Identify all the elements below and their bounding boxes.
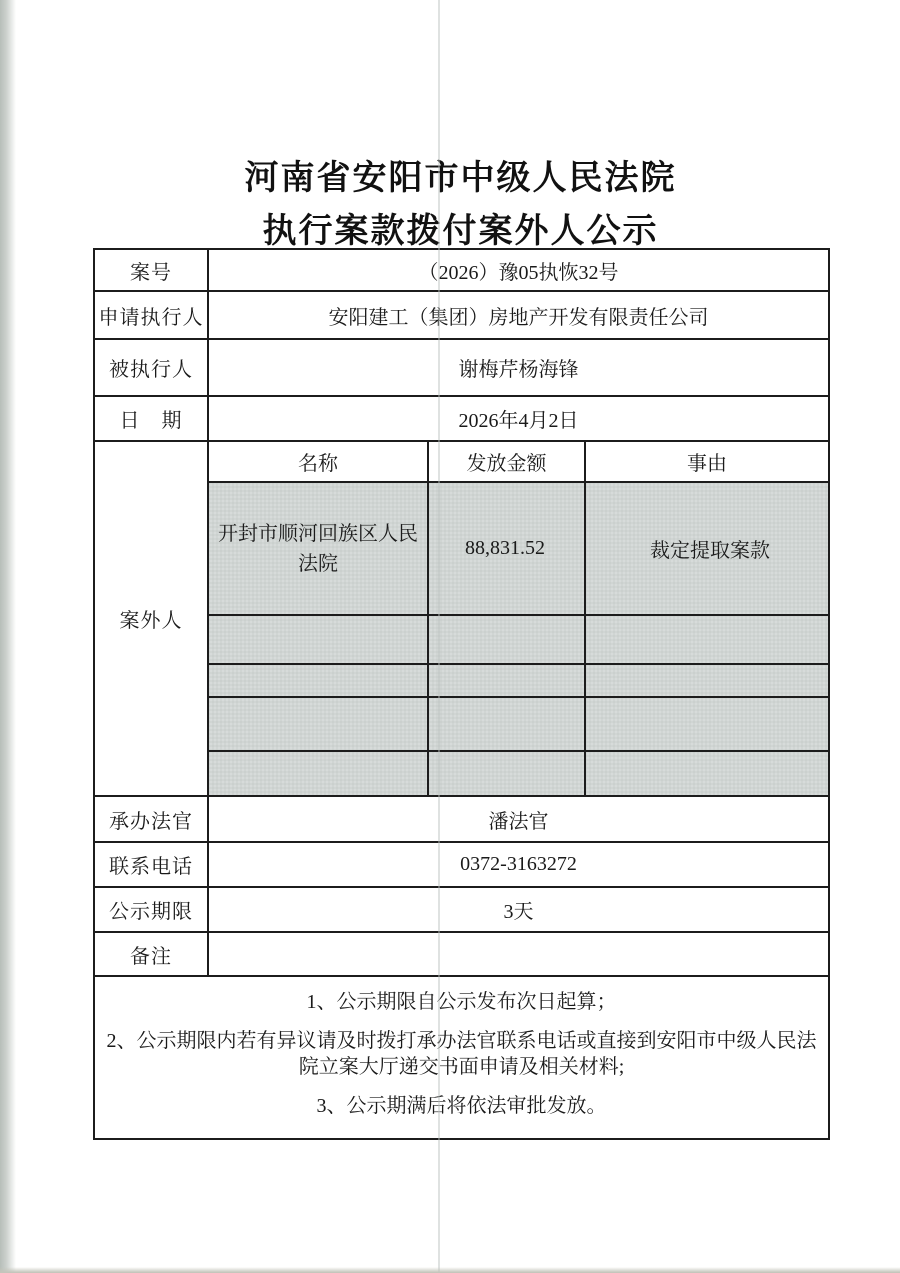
table-row-date — [94, 396, 829, 441]
outsider-section-label: 案外人 — [94, 441, 208, 796]
outsider-name-5 — [208, 751, 428, 796]
date-label: 日 期 — [94, 396, 208, 441]
outsider-name-4 — [208, 697, 428, 751]
phone-value: 0372-3163272 — [208, 842, 829, 887]
outsider-name-3 — [208, 664, 428, 697]
document-title-subject: 执行案款拨付案外人公示 — [262, 212, 659, 250]
note-2: 2、公示期限内若有异议请及时拨打承办法官联系电话或直接到安阳市中级人民法院立案大厅递交书面申请及相关材料; — [106, 1030, 817, 1078]
notes-cell — [94, 976, 829, 1139]
publicity-period-value: 3天 — [208, 887, 829, 932]
judge-value: 潘法官 — [208, 796, 829, 842]
outsider-amount-2 — [428, 615, 585, 664]
case-number-value: （2026）豫05执恢32号 — [208, 249, 829, 291]
outsider-reason-4 — [585, 697, 829, 751]
outsider-amount-5 — [428, 751, 585, 796]
outsider-name-2 — [208, 615, 428, 664]
outsider-amount-4 — [428, 697, 585, 751]
remarks-label: 备注 — [94, 932, 208, 976]
applicant-value: 安阳建工（集团）房地产开发有限责任公司 — [208, 291, 829, 339]
phone-label: 联系电话 — [94, 842, 208, 887]
table-row-judge — [94, 796, 829, 842]
table-row-case-number — [94, 249, 829, 291]
outsider-reason-3 — [585, 664, 829, 697]
table-row-respondent — [94, 339, 829, 396]
notice-table — [93, 248, 830, 1140]
table-row-notes — [94, 976, 829, 1139]
publicity-period-label: 公示期限 — [94, 887, 208, 932]
outsider-name-1: 开封市顺河回族区人民法院 — [208, 482, 428, 615]
note-3: 3、公示期满后将依法审批发放。 — [316, 1095, 607, 1117]
applicant-label: 申请执行人 — [94, 291, 208, 339]
table-row-publicity-period — [94, 887, 829, 932]
table-row-remarks — [94, 932, 829, 976]
column-header-amount: 发放金额 — [428, 441, 585, 482]
date-value: 2026年4月2日 — [208, 396, 829, 441]
outsider-header-row — [94, 441, 829, 482]
respondent-value: 谢梅芹杨海锋 — [208, 339, 829, 396]
scan-edge-left — [0, 0, 16, 1273]
judge-label: 承办法官 — [94, 796, 208, 842]
note-1: 1、公示期限自公示发布次日起算； — [306, 991, 617, 1013]
outsider-amount-1: 88,831.52 — [428, 482, 585, 615]
table-row-applicant — [94, 291, 829, 339]
column-header-reason: 事由 — [585, 441, 829, 482]
scan-edge-bottom — [0, 1267, 900, 1273]
case-number-label: 案号 — [94, 249, 208, 291]
remarks-value — [208, 932, 829, 976]
respondent-label: 被执行人 — [94, 339, 208, 396]
outsider-amount-3 — [428, 664, 585, 697]
column-header-name: 名称 — [208, 441, 428, 482]
outsider-reason-5 — [585, 751, 829, 796]
outsider-reason-1: 裁定提取案款 — [585, 482, 829, 615]
document-title-court: 河南省安阳市中级人民法院 — [244, 159, 677, 197]
outsider-reason-2 — [585, 615, 829, 664]
table-row-phone — [94, 842, 829, 887]
